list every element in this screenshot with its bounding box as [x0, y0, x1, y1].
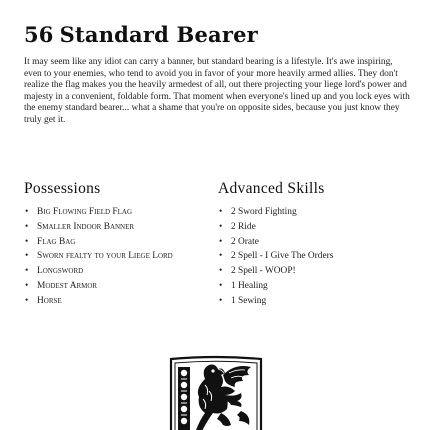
list-item: • 2 Spell - WOOP! — [218, 264, 418, 279]
bullet-icon: • — [219, 251, 223, 262]
bullet-icon: • — [25, 266, 29, 277]
list-item: • Modest Armor — [24, 279, 214, 294]
list-item: • 2 Spell - I Give The Orders — [218, 249, 418, 264]
entry-number: 56 — [24, 22, 54, 47]
bullet-icon: • — [219, 280, 223, 291]
bullet-icon: • — [219, 295, 223, 306]
page-title — [24, 22, 258, 47]
bullet-icon: • — [25, 251, 29, 262]
advanced-skills-section — [218, 180, 418, 309]
bullet-icon: • — [219, 207, 223, 217]
list-item: • Flag Bag — [24, 235, 214, 250]
list-item: • Big Flowing Field Flag — [24, 205, 214, 220]
list-item: • Horse — [24, 294, 214, 309]
bullet-icon: • — [25, 207, 29, 217]
entry-title: Standard Bearer — [59, 22, 258, 47]
list-item: • 2 Sword Fighting — [218, 205, 418, 220]
bullet-icon: • — [219, 266, 223, 277]
list-item: • Sworn fealty to your Liege Lord — [24, 249, 214, 264]
list-item: • Smaller Indoor Banner — [24, 220, 214, 235]
bullet-icon: • — [25, 221, 29, 232]
description-paragraph: It may seem like any idiot can carry a banner, but standard bearing is a lifestyle. It's awe inspiring, even to your enemies, who tend to avoid you in favor of your more heavily armed allies. They don't realize the flag makes you the heavily armedest of all, out there projecting your liege lord's power and majesty in a convenient, foldable form. That moment when everyone's lined up and you lock eyes with the enemy standard bearer... what a shame that you're on opposite sides, because you just know they truly get it. — [24, 57, 410, 125]
list-item: • 1 Sewing — [218, 294, 418, 309]
possessions-heading: Possessions — [24, 180, 101, 197]
list-item: • Longsword — [24, 264, 214, 279]
possessions-section — [24, 180, 214, 309]
bullet-icon: • — [25, 295, 29, 306]
bullet-icon: • — [25, 280, 29, 291]
list-item: • 1 Healing — [218, 279, 418, 294]
skills-list — [218, 205, 418, 309]
list-item: • 2 Orate — [218, 235, 418, 250]
list-item: • 2 Ride — [218, 220, 418, 235]
heraldic-griffin-emblem-icon — [165, 355, 267, 430]
possessions-list — [24, 205, 214, 309]
bullet-icon: • — [219, 221, 223, 232]
skills-heading: Advanced Skills — [218, 180, 325, 197]
bullet-icon: • — [219, 236, 223, 247]
bullet-icon: • — [25, 236, 29, 247]
